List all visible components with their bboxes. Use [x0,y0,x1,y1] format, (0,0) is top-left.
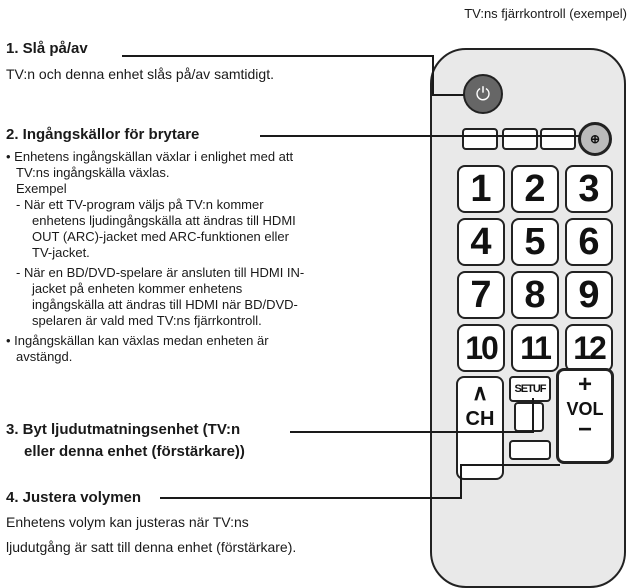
blank-button [509,440,551,460]
section-4-line2: ljudutgång är satt till denna enhet (förstärkare). [6,539,297,555]
section-1-text: TV:n och denna enhet slås på/av samtidigt. [6,66,274,82]
volume-plus-icon: + [577,371,592,398]
number-button: 12 [565,324,613,372]
number-button: 2 [511,165,559,213]
callout-line-4 [160,497,462,499]
s2-line: - När ett TV-program väljs på TV:n kommer [16,197,264,212]
s2-line: TV:ns ingångskälla växlas. [16,165,170,180]
callout-line-1 [122,55,434,57]
channel-up-icon: ∧ [471,380,489,405]
number-button: 7 [457,271,505,319]
s2-line: avstängd. [16,349,73,364]
power-icon: ⏻ [463,74,503,114]
small-button [502,128,538,150]
input-icon: ⊕ [578,122,612,156]
number-button: 5 [511,218,559,266]
setup-sub-button [514,402,544,432]
section-2-title: 2. Ingångskällor för brytare [6,126,200,143]
number-button: 4 [457,218,505,266]
s2-line: • Ingångskällan kan växlas medan enheten är [6,333,269,348]
section-3-title-line2: eller denna enhet (förstärkare)) [24,443,245,460]
volume-label: VOL [566,399,604,419]
volume-minus-icon: − [577,416,592,443]
callout-line-4-top [460,464,560,466]
s2-line: - När en BD/DVD-spelare är ansluten till HDMI IN- [16,265,305,280]
s2-line: • Enhetens ingångskällan växlar i enlighet med att [6,149,294,164]
section-3-title-line1: 3. Byt ljudutmatningsenhet (TV:n [6,421,241,438]
section-4-line1: Enhetens volym kan justeras när TV:ns [6,514,249,530]
small-button [540,128,576,150]
section-1-title: 1. Slå på/av [6,40,88,57]
s2-line: spelaren är vald med TV:ns fjärrkontroll. [32,313,262,328]
s2-line: enhetens ljudingångskälla att ändras till HDMI [32,213,296,228]
s2-line: Exempel [16,181,67,196]
callout-line-4-rise [460,464,462,499]
s2-line: OUT (ARC)-jacket med ARC-funktionen eller [32,229,289,244]
s2-line: ingångskälla att ändras till HDMI när BD/DVD- [32,297,298,312]
setup-button: SETUF [509,376,551,402]
number-button: 9 [565,271,613,319]
callout-line-2 [260,135,580,137]
callout-line-1-end [432,94,464,96]
small-button [462,128,498,150]
callout-line-1-drop [432,55,434,95]
callout-line-3-rise [532,398,534,433]
section-4-title: 4. Justera volymen [6,489,142,506]
number-button: 3 [565,165,613,213]
number-button: 10 [457,324,505,372]
callout-line-3 [290,431,534,433]
figure-caption: TV:ns fjärrkontroll (exempel) [464,6,627,21]
channel-label: CH [465,408,495,430]
s2-line: jacket på enheten kommer enhetens [32,281,243,296]
number-button: 11 [511,324,559,372]
volume-rocker [556,368,614,464]
number-button: 8 [511,271,559,319]
number-button: 1 [457,165,505,213]
s2-line: TV-jacket. [32,245,90,260]
number-button: 6 [565,218,613,266]
